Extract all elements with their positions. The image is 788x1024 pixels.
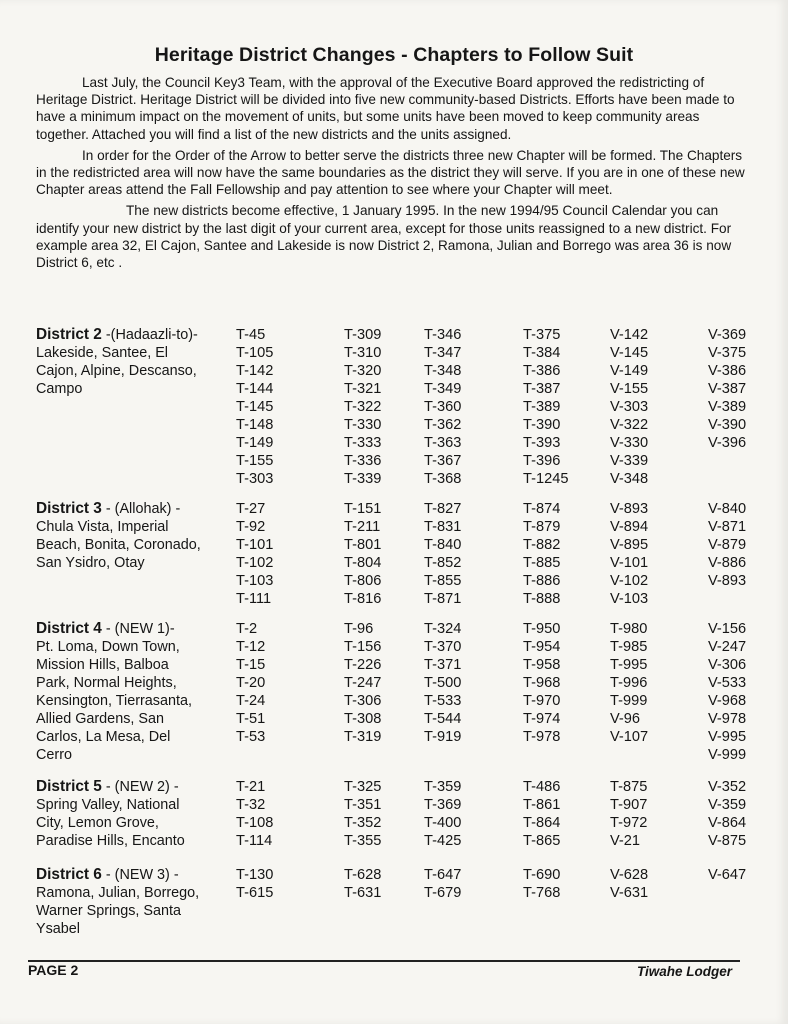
unit-number: T-105 (236, 345, 274, 361)
unit-number: T-879 (523, 519, 561, 535)
unit-number: V-628 (610, 867, 649, 883)
unit-number: T-2 (236, 621, 258, 637)
district-header (36, 778, 236, 850)
unit-number: T-149 (236, 435, 274, 451)
unit-number: T-247 (344, 675, 382, 691)
unit-number: V-895 (610, 537, 649, 553)
district-area-line: Campo (36, 381, 83, 397)
paragraph-1: Last July, the Council Key3 Team, with the approval of the Executive Board approved the redistricting of Heritage District. Heritage District will be divided into five new community-based Districts. Efforts have been made to have a minimum impact on the movement of units, but some units have been moved to keep community areas together. Attached you will find a list of the new districts and the units assigned. (36, 75, 735, 142)
unit-number: V-995 (708, 729, 747, 745)
unit-column (708, 326, 746, 452)
unit-number: T-950 (523, 621, 561, 637)
unit-number: T-348 (424, 363, 462, 379)
unit-number: V-156 (708, 621, 747, 637)
unit-number: T-211 (344, 519, 381, 535)
unit-number: V-879 (708, 537, 747, 553)
unit-column (236, 620, 265, 746)
unit-number: T-768 (523, 885, 561, 901)
unit-number: T-389 (523, 399, 561, 415)
unit-number: V-103 (610, 591, 649, 607)
unit-number: T-32 (236, 797, 266, 813)
unit-number: T-806 (344, 573, 382, 589)
district-area-line: Allied Gardens, San (36, 711, 164, 727)
unit-column (708, 620, 746, 764)
district-area-line: Warner Springs, Santa (36, 903, 182, 919)
unit-number: T-907 (610, 797, 648, 813)
unit-number: T-885 (523, 555, 561, 571)
unit-column (523, 778, 560, 850)
unit-number: T-980 (610, 621, 648, 637)
unit-number: T-978 (523, 729, 561, 745)
unit-number: V-96 (610, 711, 641, 727)
unit-number: T-865 (523, 833, 561, 849)
unit-number: T-303 (236, 471, 274, 487)
unit-column (424, 620, 461, 746)
district-header (36, 866, 236, 938)
unit-number: T-155 (236, 453, 274, 469)
unit-number: T-362 (424, 417, 462, 433)
district-name: District 5 (36, 778, 102, 795)
unit-number: T-92 (236, 519, 266, 535)
district-area-line: Mission Hills, Balboa (36, 657, 169, 673)
unit-column (344, 778, 381, 850)
unit-number: V-348 (610, 471, 649, 487)
unit-number: T-306 (344, 693, 382, 709)
unit-number: T-972 (610, 815, 648, 831)
unit-column (523, 866, 560, 902)
unit-number: T-351 (344, 797, 382, 813)
unit-number: T-393 (523, 435, 561, 451)
unit-number: T-954 (523, 639, 561, 655)
unit-number: T-958 (523, 657, 561, 673)
unit-number: T-400 (424, 815, 462, 831)
unit-column (610, 778, 647, 850)
unit-number: T-970 (523, 693, 561, 709)
district-name: District 3 (36, 500, 102, 517)
unit-number: T-142 (236, 363, 274, 379)
unit-number: T-322 (344, 399, 382, 415)
unit-column (344, 500, 381, 608)
unit-number: V-145 (610, 345, 649, 361)
unit-number: V-155 (610, 381, 649, 397)
unit-number: T-15 (236, 657, 266, 673)
unit-column (236, 326, 273, 488)
unit-number: T-855 (424, 573, 462, 589)
unit-column (424, 500, 461, 608)
unit-column (708, 778, 746, 850)
unit-number: V-339 (610, 453, 649, 469)
unit-column (610, 500, 648, 608)
unit-column (344, 326, 381, 488)
unit-number: T-45 (236, 327, 266, 343)
district-name: District 4 (36, 620, 102, 637)
unit-number: T-816 (344, 591, 382, 607)
unit-number: T-330 (344, 417, 382, 433)
unit-column (236, 500, 273, 608)
unit-number: T-995 (610, 657, 648, 673)
page-number: PAGE 2 (28, 962, 79, 978)
unit-column (236, 778, 273, 850)
unit-number: T-20 (236, 675, 266, 691)
unit-number: T-359 (424, 779, 462, 795)
unit-number: V-386 (708, 363, 747, 379)
unit-number: T-130 (236, 867, 274, 883)
unit-number: T-1245 (523, 471, 569, 487)
unit-column (344, 866, 381, 902)
unit-number: T-12 (236, 639, 266, 655)
unit-number: T-309 (344, 327, 382, 343)
unit-number: T-533 (424, 693, 462, 709)
unit-number: T-371 (424, 657, 462, 673)
unit-column (523, 620, 560, 746)
unit-number: T-886 (523, 573, 561, 589)
district-area-line: Chula Vista, Imperial (36, 519, 169, 535)
unit-number: V-330 (610, 435, 649, 451)
unit-number: T-396 (523, 453, 561, 469)
unit-number: T-690 (523, 867, 561, 883)
unit-number: V-352 (708, 779, 747, 795)
unit-number: V-871 (708, 519, 747, 535)
unit-number: V-396 (708, 435, 747, 451)
district-chapter: - (NEW 3) - (101, 867, 179, 883)
paragraph-3: The new districts become effective, 1 January 1995. In the new 1994/95 Council Calendar you can identify your new district by the last digit of your current area, except for those units reassigned to a new district. For example area 32, El Cajon, Santee and Lakeside is now District 2, Ramona, Julian and Borrego was area 36 is now District 6, etc . (36, 203, 732, 271)
unit-number: T-500 (424, 675, 462, 691)
district-area-line: Lakeside, Santee, El (36, 345, 169, 361)
district-area-line: Cerro (36, 747, 72, 763)
unit-number: V-306 (708, 657, 747, 673)
district-name: District 2 (36, 326, 102, 343)
unit-number: V-968 (708, 693, 747, 709)
unit-number: T-363 (424, 435, 462, 451)
unit-number: V-21 (610, 833, 641, 849)
unit-column (424, 866, 461, 902)
unit-number: V-533 (708, 675, 747, 691)
district-header (36, 326, 236, 398)
unit-number: T-831 (424, 519, 462, 535)
unit-number: V-369 (708, 327, 747, 343)
unit-number: V-247 (708, 639, 747, 655)
unit-number: V-387 (708, 381, 747, 397)
unit-number: T-861 (523, 797, 561, 813)
footer-rule (28, 960, 740, 962)
unit-number: T-145 (236, 399, 274, 415)
district-area-line: Kensington, Tierrasanta, (36, 693, 192, 709)
unit-number: T-882 (523, 537, 561, 553)
unit-number: T-628 (344, 867, 382, 883)
unit-number: T-347 (424, 345, 462, 361)
unit-number: V-647 (708, 867, 747, 883)
unit-number: V-303 (610, 399, 649, 415)
unit-column (344, 620, 381, 746)
unit-number: T-874 (523, 501, 561, 517)
unit-number: V-142 (610, 327, 649, 343)
paragraph-2: In order for the Order of the Arrow to better serve the districts three new Chapter will be formed. The Chapters in the redistricted area will now have the same boundaries as the district they will serve. If you are in one of these new Chapter areas attend the Fall Fellowship and pay attention to see where your Chapter will meet. (36, 147, 745, 198)
district-chapter: - (NEW 1)- (101, 621, 175, 637)
unit-number: V-894 (610, 519, 649, 535)
unit-number: T-871 (424, 591, 462, 607)
district-chapter: - (NEW 2) - (101, 779, 179, 795)
district-area-line: Ysabel (36, 921, 81, 937)
unit-number: V-375 (708, 345, 747, 361)
unit-number: T-103 (236, 573, 274, 589)
unit-number: T-102 (236, 555, 274, 571)
unit-column (523, 326, 568, 488)
district-area-line: Cajon, Alpine, Descanso, (36, 363, 197, 379)
unit-number: V-893 (708, 573, 747, 589)
district-area-line: Ramona, Julian, Borrego, (36, 885, 200, 901)
unit-number: T-226 (344, 657, 382, 673)
unit-number: T-375 (523, 327, 561, 343)
unit-number: T-156 (344, 639, 382, 655)
unit-column (523, 500, 560, 608)
unit-column (708, 866, 746, 884)
unit-number: T-336 (344, 453, 382, 469)
unit-number: T-425 (424, 833, 462, 849)
unit-number: V-886 (708, 555, 747, 571)
unit-number: T-615 (236, 885, 274, 901)
unit-number: T-333 (344, 435, 382, 451)
unit-number: V-864 (708, 815, 747, 831)
unit-number: T-319 (344, 729, 382, 745)
unit-number: T-51 (236, 711, 266, 727)
unit-number: T-974 (523, 711, 561, 727)
unit-number: T-827 (424, 501, 462, 517)
unit-number: T-352 (344, 815, 382, 831)
unit-number: T-996 (610, 675, 648, 691)
unit-number: T-101 (236, 537, 274, 553)
unit-column (610, 326, 648, 488)
unit-number: V-102 (610, 573, 649, 589)
unit-number: T-999 (610, 693, 648, 709)
unit-column (236, 866, 273, 902)
unit-number: T-864 (523, 815, 561, 831)
unit-number: T-919 (424, 729, 462, 745)
publication-name: Tiwahe Lodger (636, 964, 732, 979)
unit-column (424, 778, 461, 850)
district-area-line: Park, Normal Heights, (36, 675, 177, 691)
unit-number: T-386 (523, 363, 561, 379)
unit-column (610, 620, 648, 746)
unit-number: T-370 (424, 639, 462, 655)
unit-number: T-968 (523, 675, 561, 691)
unit-number: T-108 (236, 815, 274, 831)
district-area-line: City, Lemon Grove, (36, 815, 159, 831)
unit-number: T-325 (344, 779, 382, 795)
district-area-line: San Ysidro, Otay (36, 555, 145, 571)
unit-number: V-359 (708, 797, 747, 813)
unit-number: V-978 (708, 711, 747, 727)
unit-number: T-310 (344, 345, 382, 361)
district-chapter: -(Hadaazli-to)- (101, 327, 198, 343)
unit-column (424, 326, 461, 488)
district-area-line: Paradise Hills, Encanto (36, 833, 185, 849)
unit-number: T-324 (424, 621, 462, 637)
unit-number: T-24 (236, 693, 266, 709)
unit-number: T-346 (424, 327, 462, 343)
unit-number: V-101 (610, 555, 649, 571)
unit-number: T-631 (344, 885, 382, 901)
unit-number: T-96 (344, 621, 374, 637)
unit-number: T-27 (236, 501, 266, 517)
unit-number: T-840 (424, 537, 462, 553)
unit-number: T-148 (236, 417, 274, 433)
district-header (36, 500, 236, 572)
district-area-line: Beach, Bonita, Coronado, (36, 537, 201, 553)
unit-number: T-349 (424, 381, 462, 397)
unit-number: T-875 (610, 779, 648, 795)
unit-column (708, 500, 746, 590)
unit-number: T-647 (424, 867, 462, 883)
district-chapter: - (Allohak) - (101, 501, 181, 517)
unit-number: T-21 (236, 779, 266, 795)
unit-number: V-875 (708, 833, 747, 849)
unit-number: T-804 (344, 555, 382, 571)
unit-number: V-840 (708, 501, 747, 517)
unit-number: T-53 (236, 729, 266, 745)
unit-column (610, 866, 648, 902)
district-header (36, 620, 236, 764)
unit-number: T-369 (424, 797, 462, 813)
unit-number: T-985 (610, 639, 648, 655)
district-area-line: Carlos, La Mesa, Del (36, 729, 171, 745)
unit-number: T-852 (424, 555, 462, 571)
unit-number: V-149 (610, 363, 649, 379)
unit-number: V-107 (610, 729, 649, 745)
unit-number: T-308 (344, 711, 382, 727)
unit-number: T-114 (236, 833, 273, 849)
unit-number: T-360 (424, 399, 462, 415)
article-headline: Heritage District Changes - Chapters to Follow Suit (154, 44, 634, 66)
unit-number: T-320 (344, 363, 382, 379)
district-area-line: Spring Valley, National (36, 797, 180, 813)
unit-number: T-339 (344, 471, 382, 487)
unit-number: T-544 (424, 711, 462, 727)
unit-number: T-368 (424, 471, 462, 487)
unit-number: T-151 (344, 501, 382, 517)
unit-number: T-888 (523, 591, 561, 607)
unit-number: V-390 (708, 417, 747, 433)
unit-number: T-387 (523, 381, 561, 397)
unit-number: T-111 (236, 591, 272, 607)
unit-number: T-390 (523, 417, 561, 433)
unit-number: V-999 (708, 747, 747, 763)
unit-number: T-486 (523, 779, 561, 795)
unit-number: T-144 (236, 381, 274, 397)
unit-number: T-355 (344, 833, 382, 849)
district-area-line: Pt. Loma, Down Town, (36, 639, 180, 655)
article-body (36, 74, 748, 275)
district-name: District 6 (36, 866, 102, 883)
unit-number: V-631 (610, 885, 649, 901)
unit-number: T-321 (344, 381, 382, 397)
unit-number: T-679 (424, 885, 462, 901)
unit-number: T-384 (523, 345, 561, 361)
unit-number: T-367 (424, 453, 462, 469)
unit-number: V-389 (708, 399, 747, 415)
unit-number: T-801 (344, 537, 382, 553)
unit-number: V-893 (610, 501, 649, 517)
unit-number: V-322 (610, 417, 649, 433)
